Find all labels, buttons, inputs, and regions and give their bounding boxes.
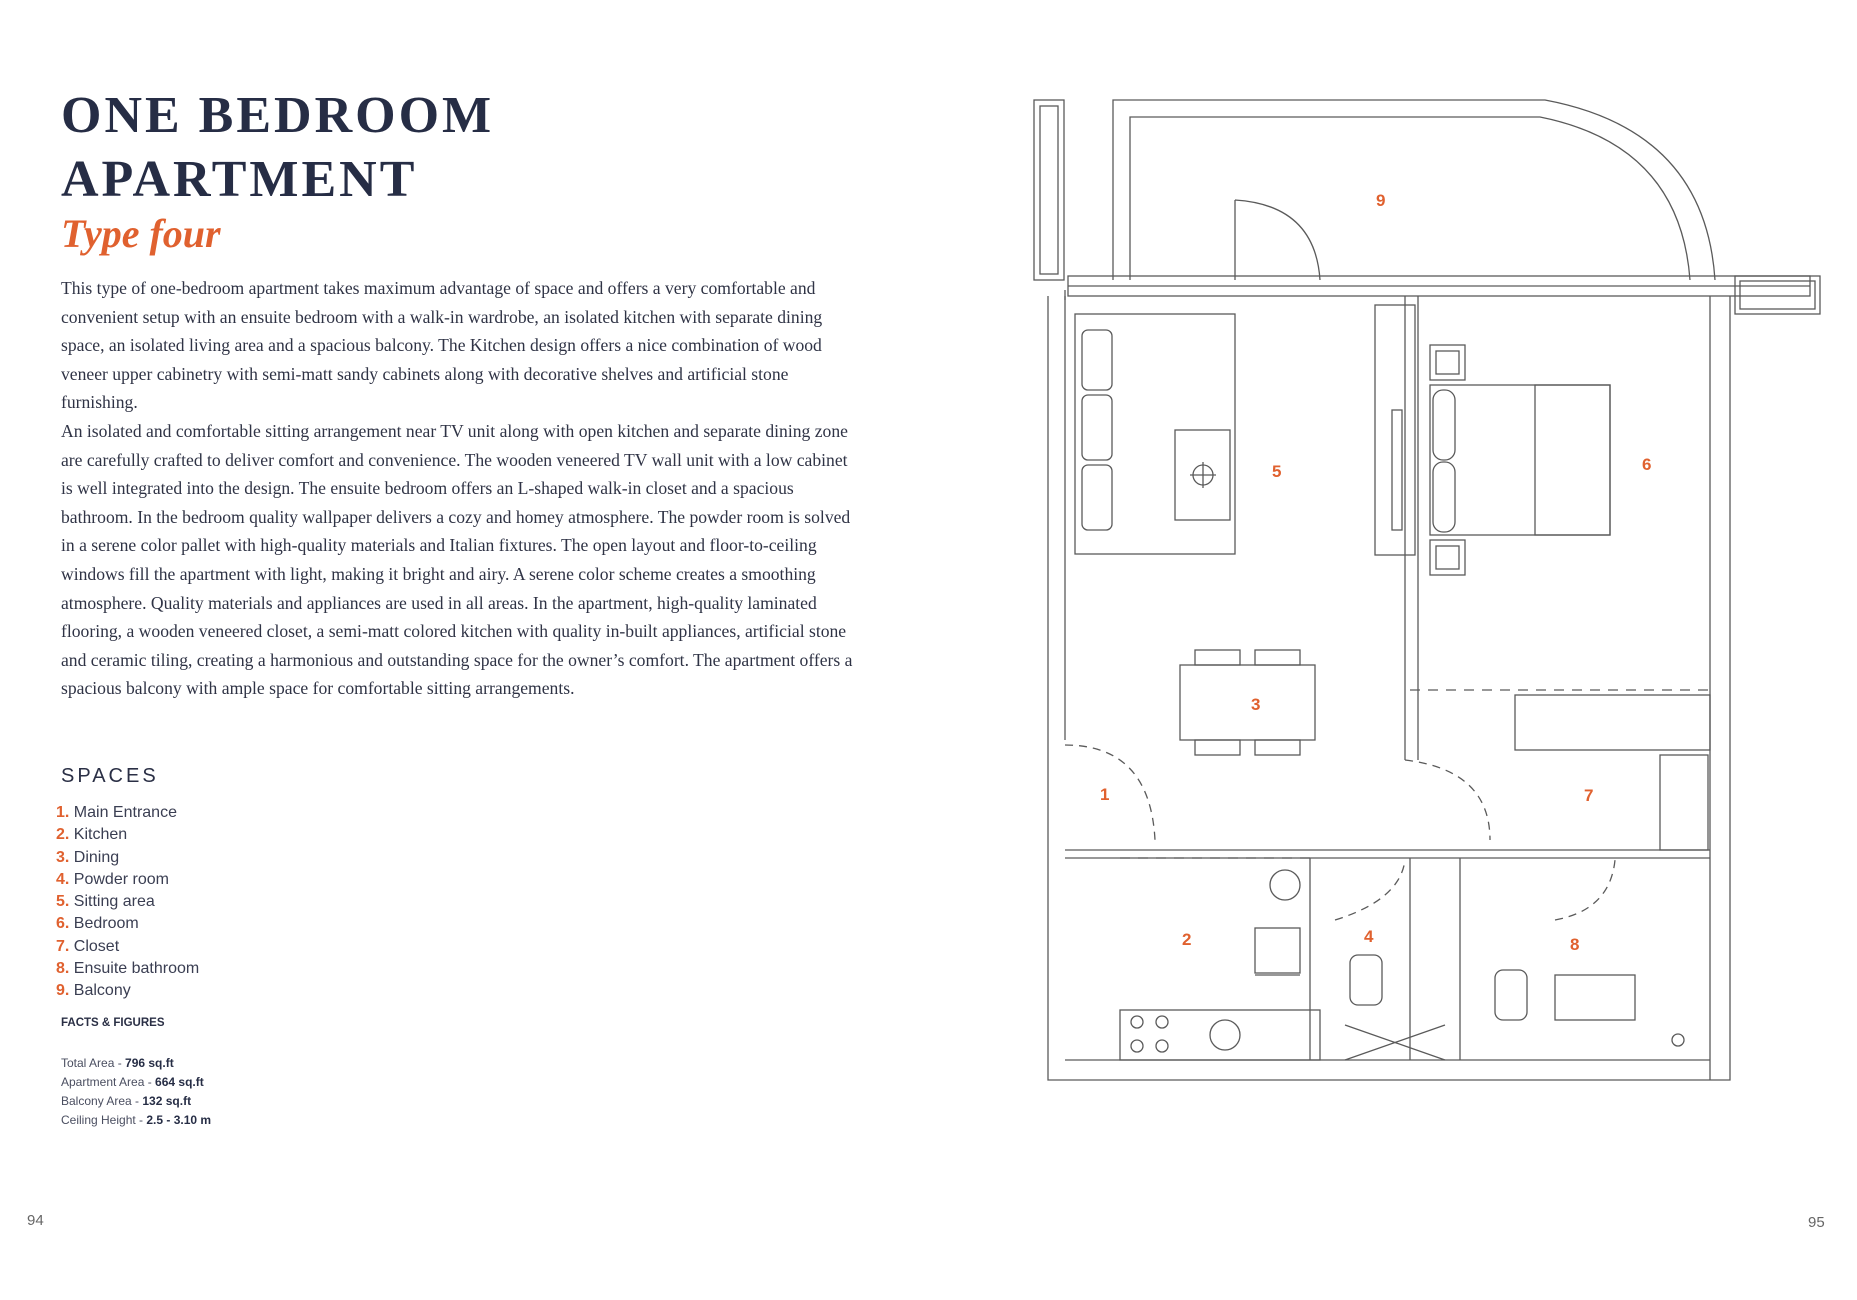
description-paragraph-2: An isolated and comfortable sitting arrangement near TV unit along with open kitchen and separate dining zone are carefully crafted to deliver comfort and convenience. The wooden veneered TV wall unit with a low cabinet is well integrated into the design. The ensuite bedroom offers an L-shaped walk-in closet and a spacious bathroom. In the bedroom quality wallpaper delivers a cozy and homey atmosphere. The powder room is solved in a serene color pallet with high-quality materials and Italian fixtures. The open layout and floor-to-ceiling windows fill the apartment with light, making it bright and airy. A serene color scheme creates a smoothing atmosphere. Quality materials and appliances are used in all areas. In the apartment, high-quality laminated flooring, a wooden veneered closet, a semi-matt colored kitchen with quality in-built appliances, artificial stone and ceramic tiling, creating a harmonious and outstanding space for the owner’s comfort. The apartment offers a spacious balcony with ample space for comfortable sitting arrangements. — [61, 420, 853, 699]
item-number: 6. — [56, 915, 70, 933]
bed — [1430, 385, 1610, 535]
list-item — [56, 891, 199, 913]
list-item — [56, 802, 199, 824]
item-number: 5. — [56, 893, 70, 911]
fact-value: 796 sq.ft — [125, 1056, 174, 1070]
item-number: 3. — [56, 848, 70, 866]
fact-item — [61, 1073, 211, 1092]
fact-item — [61, 1092, 211, 1111]
item-label: Main Entrance — [73, 804, 177, 821]
list-item — [56, 824, 199, 846]
item-label: Kitchen — [73, 826, 128, 844]
toilet — [1495, 970, 1527, 1020]
door-bathroom — [1555, 860, 1615, 920]
toilet — [1350, 955, 1382, 1005]
door-entrance — [1065, 745, 1155, 840]
item-label: Bedroom — [73, 915, 139, 933]
list-item — [56, 958, 199, 980]
fact-value: 132 sq.ft — [142, 1094, 192, 1108]
wardrobe — [1660, 755, 1708, 850]
item-number: 8. — [56, 960, 70, 978]
list-item — [56, 869, 199, 891]
door-closet — [1405, 760, 1490, 840]
item-label: Powder room — [73, 870, 169, 888]
facts-heading: FACTS & FIGURES — [61, 1017, 165, 1029]
fact-item — [61, 1054, 211, 1073]
item-number: 7. — [56, 937, 70, 955]
list-item — [56, 847, 199, 869]
room-number-3: 3 — [1251, 695, 1261, 714]
balcony-inner-outline — [1130, 117, 1690, 280]
kitchen-counter — [1120, 1010, 1320, 1060]
item-number: 9. — [56, 982, 70, 1000]
left-column — [1034, 100, 1064, 280]
balcony-outline — [1113, 100, 1715, 280]
tv-unit — [1392, 410, 1402, 530]
item-number: 1. — [56, 804, 70, 821]
room-number-5: 5 — [1272, 462, 1282, 481]
page-number-right: 95 — [1808, 1214, 1825, 1231]
wardrobe — [1515, 695, 1710, 750]
list-item — [56, 936, 199, 958]
room-number-1: 1 — [1100, 785, 1110, 804]
room-number-8: 8 — [1570, 935, 1580, 954]
list-item — [56, 980, 199, 1002]
floor-plan — [1000, 90, 1830, 1090]
spaces-list — [56, 802, 199, 1003]
fact-value: 664 sq.ft — [155, 1075, 204, 1089]
vanity — [1555, 975, 1635, 1020]
title-line-1: ONE BEDROOM — [61, 87, 495, 144]
room-number-2: 2 — [1182, 930, 1192, 949]
sofa — [1075, 314, 1235, 554]
item-number: 4. — [56, 870, 70, 888]
room-number-7: 7 — [1584, 786, 1594, 805]
exterior-wall — [1048, 296, 1730, 1080]
item-label: Ensuite bathroom — [73, 960, 200, 978]
item-label: Closet — [73, 937, 120, 955]
fact-item — [61, 1111, 211, 1130]
room-number-6: 6 — [1642, 455, 1652, 474]
item-label: Balcony — [73, 982, 131, 1000]
item-label: Dining — [73, 848, 120, 866]
fact-label: Ceiling Height - — [61, 1113, 147, 1127]
page-subtitle: Type four — [61, 211, 221, 256]
nightstand — [1430, 540, 1465, 575]
fact-label: Balcony Area - — [61, 1094, 143, 1108]
page-title — [61, 84, 861, 212]
nightstand — [1430, 345, 1465, 380]
shower-icon — [1672, 1034, 1684, 1046]
title-line-2: APARTMENT — [61, 151, 418, 208]
room-number-9: 9 — [1376, 191, 1386, 210]
list-item — [56, 913, 199, 935]
text-column — [61, 84, 861, 703]
description — [61, 274, 861, 703]
description-paragraph-1: This type of one-bedroom apartment takes maximum advantage of space and offers a very comfortable and convenient setup with an ensuite bedroom with a walk-in wardrobe, an isolated kitchen with separate dining space, an isolated living area and a spacious balcony. The Kitchen design offers a nice combination of wood veneer upper cabinetry with semi-matt sandy cabinets along with decorative shelves and artificial stone furnishing. — [61, 278, 823, 413]
room-number-4: 4 — [1364, 927, 1374, 946]
plan-lines — [1034, 100, 1820, 1080]
right-column — [1735, 276, 1820, 314]
dining-table — [1180, 665, 1315, 740]
fact-label: Apartment Area - — [61, 1075, 156, 1089]
item-label: Sitting area — [73, 893, 155, 911]
door-powder — [1335, 860, 1405, 920]
fact-value: 2.5 - 3.10 m — [146, 1113, 212, 1127]
spaces-heading: SPACES — [61, 765, 159, 787]
fact-label: Total Area - — [61, 1056, 126, 1070]
facts-list — [61, 1054, 211, 1130]
door-balcony — [1235, 200, 1320, 280]
sink — [1255, 928, 1300, 973]
page-number-left: 94 — [27, 1212, 44, 1229]
item-number: 2. — [56, 826, 70, 844]
